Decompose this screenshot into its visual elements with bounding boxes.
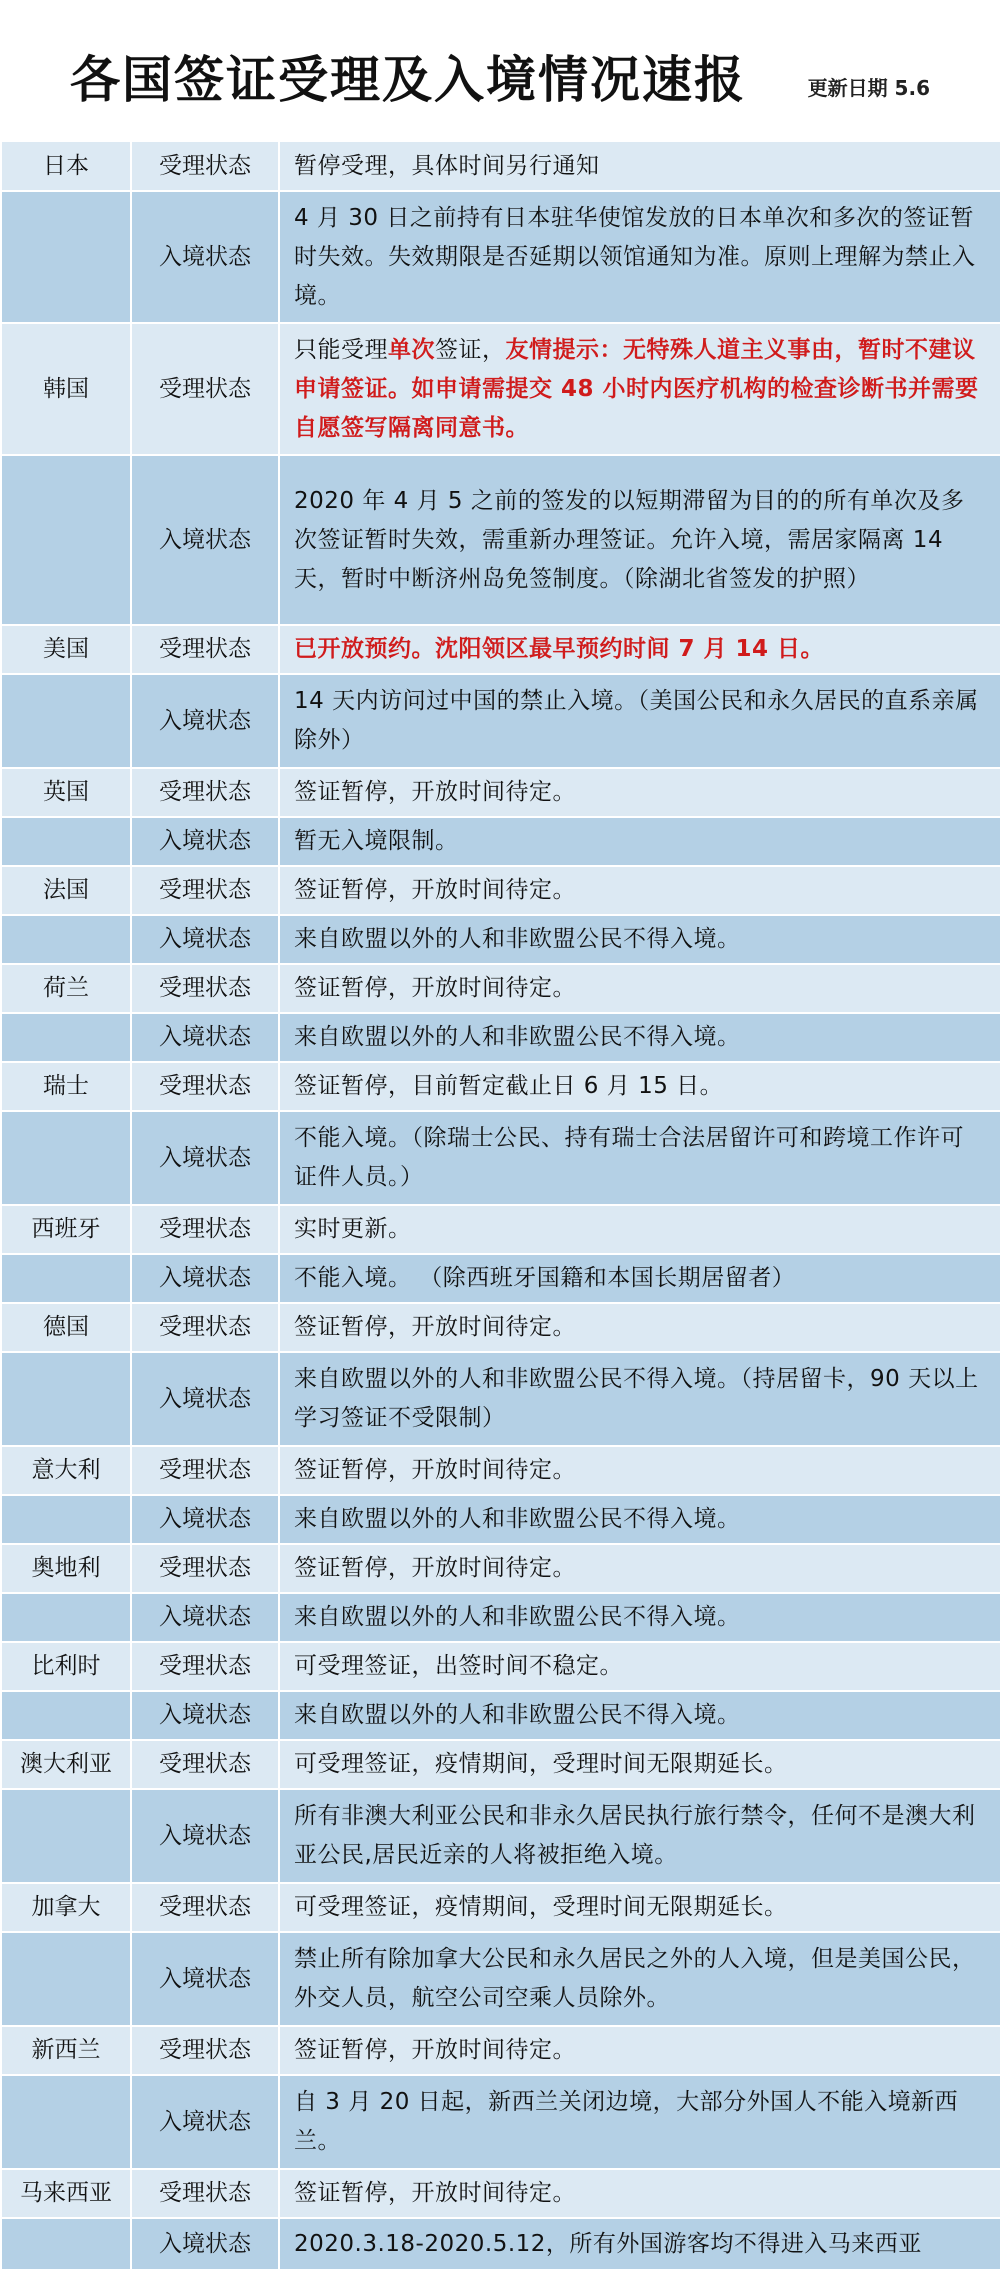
status-type-cell: 入境状态 <box>131 817 279 866</box>
table-row <box>1 1495 1000 1544</box>
table-row <box>1 817 1000 866</box>
table-row <box>1 915 1000 964</box>
country-cell <box>1 674 131 768</box>
status-detail-cell: 来自欧盟以外的人和非欧盟公民不得入境。 <box>279 915 1000 964</box>
table-row <box>1 1883 1000 1932</box>
status-detail-cell: 暂停受理，具体时间另行通知 <box>279 141 1000 191</box>
table-body <box>1 141 1000 2270</box>
country-cell <box>1 1789 131 1883</box>
country-cell: 韩国 <box>1 323 131 455</box>
status-type-cell: 受理状态 <box>131 1062 279 1111</box>
status-type-cell: 入境状态 <box>131 1013 279 1062</box>
table-row <box>1 1642 1000 1691</box>
country-cell <box>1 1111 131 1205</box>
table-row <box>1 768 1000 817</box>
status-detail-cell: 4 月 30 日之前持有日本驻华使馆发放的日本单次和多次的签证暂时失效。失效期限是否延期以领馆通知为准。原则上理解为禁止入境。 <box>279 191 1000 323</box>
table-row <box>1 323 1000 455</box>
status-detail-cell: 2020 年 4 月 5 之前的签发的以短期滞留为目的的所有单次及多次签证暂时失效，需重新办理签证。允许入境，需居家隔离 14 天，暂时中断济州岛免签制度。（除湖北省签发的护照） <box>279 455 1000 625</box>
header <box>0 0 1000 140</box>
detail-text-segment: 友情提示：无特殊人道主义事由，暂时不建议申请签证。如申请需提交 48 小时内医疗机构的检查诊断书并需要自愿签写隔离同意书。 <box>294 336 979 441</box>
table-row <box>1 1789 1000 1883</box>
table-row <box>1 1205 1000 1254</box>
status-detail-cell: 禁止所有除加拿大公民和永久居民之外的人入境，但是美国公民，外交人员，航空公司空乘人员除外。 <box>279 1932 1000 2026</box>
table-row <box>1 191 1000 323</box>
status-type-cell: 受理状态 <box>131 1883 279 1932</box>
status-type-cell: 受理状态 <box>131 625 279 674</box>
status-detail-cell: 暂无入境限制。 <box>279 817 1000 866</box>
table-row <box>1 1446 1000 1495</box>
country-cell: 新西兰 <box>1 2026 131 2075</box>
table-row <box>1 1740 1000 1789</box>
status-detail-cell: 签证暂停，开放时间待定。 <box>279 866 1000 915</box>
country-cell <box>1 191 131 323</box>
table-row <box>1 2026 1000 2075</box>
status-detail-cell: 签证暂停，开放时间待定。 <box>279 2026 1000 2075</box>
table-row <box>1 1352 1000 1446</box>
status-detail-cell: 14 天内访问过中国的禁止入境。（美国公民和永久居民的直系亲属除外） <box>279 674 1000 768</box>
status-type-cell: 受理状态 <box>131 768 279 817</box>
detail-text-segment: 签证， <box>435 336 506 363</box>
status-type-cell: 受理状态 <box>131 323 279 455</box>
status-type-cell: 入境状态 <box>131 1254 279 1303</box>
status-type-cell: 受理状态 <box>131 964 279 1013</box>
country-cell: 意大利 <box>1 1446 131 1495</box>
status-detail-cell: 可受理签证，疫情期间，受理时间无限期延长。 <box>279 1740 1000 1789</box>
country-cell: 美国 <box>1 625 131 674</box>
status-detail-cell: 来自欧盟以外的人和非欧盟公民不得入境。 <box>279 1013 1000 1062</box>
status-type-cell: 入境状态 <box>131 674 279 768</box>
table-row <box>1 1111 1000 1205</box>
status-detail-cell: 实时更新。 <box>279 1205 1000 1254</box>
country-cell: 比利时 <box>1 1642 131 1691</box>
country-cell <box>1 1593 131 1642</box>
country-cell <box>1 817 131 866</box>
status-detail-cell: 签证暂停，开放时间待定。 <box>279 2169 1000 2218</box>
table-row <box>1 1013 1000 1062</box>
status-detail-cell: 不能入境。 （除西班牙国籍和本国长期居留者） <box>279 1254 1000 1303</box>
table-row <box>1 1062 1000 1111</box>
country-cell <box>1 1254 131 1303</box>
country-cell: 加拿大 <box>1 1883 131 1932</box>
status-type-cell: 入境状态 <box>131 1495 279 1544</box>
country-cell: 西班牙 <box>1 1205 131 1254</box>
country-cell <box>1 1691 131 1740</box>
country-cell <box>1 2218 131 2270</box>
table-row <box>1 1303 1000 1352</box>
table-row <box>1 964 1000 1013</box>
country-cell: 马来西亚 <box>1 2169 131 2218</box>
status-detail-cell: 来自欧盟以外的人和非欧盟公民不得入境。 <box>279 1593 1000 1642</box>
country-cell: 澳大利亚 <box>1 1740 131 1789</box>
page-title: 各国签证受理及入境情况速报 <box>70 51 746 109</box>
visa-status-table <box>0 140 1000 2271</box>
country-cell: 日本 <box>1 141 131 191</box>
table-row <box>1 1932 1000 2026</box>
status-type-cell: 受理状态 <box>131 1740 279 1789</box>
country-cell <box>1 1495 131 1544</box>
status-type-cell: 入境状态 <box>131 2075 279 2169</box>
table-row <box>1 2169 1000 2218</box>
country-cell: 法国 <box>1 866 131 915</box>
status-type-cell: 受理状态 <box>131 2026 279 2075</box>
status-type-cell: 受理状态 <box>131 2169 279 2218</box>
country-cell: 德国 <box>1 1303 131 1352</box>
status-type-cell: 入境状态 <box>131 1932 279 2026</box>
status-type-cell: 入境状态 <box>131 1352 279 1446</box>
status-type-cell: 入境状态 <box>131 1111 279 1205</box>
status-type-cell: 受理状态 <box>131 1642 279 1691</box>
status-detail-cell <box>279 323 1000 455</box>
country-cell <box>1 1932 131 2026</box>
table-row <box>1 674 1000 768</box>
status-type-cell: 入境状态 <box>131 455 279 625</box>
table-row <box>1 2218 1000 2270</box>
table-row <box>1 1691 1000 1740</box>
status-detail-cell <box>279 625 1000 674</box>
status-type-cell: 入境状态 <box>131 915 279 964</box>
status-type-cell: 入境状态 <box>131 1593 279 1642</box>
detail-text-segment: 单次 <box>388 336 435 363</box>
country-cell <box>1 455 131 625</box>
table-row <box>1 1544 1000 1593</box>
country-cell <box>1 1352 131 1446</box>
country-cell <box>1 1013 131 1062</box>
status-type-cell: 入境状态 <box>131 1691 279 1740</box>
status-detail-cell: 签证暂停，开放时间待定。 <box>279 1544 1000 1593</box>
status-type-cell: 受理状态 <box>131 141 279 191</box>
status-type-cell: 受理状态 <box>131 866 279 915</box>
country-cell: 英国 <box>1 768 131 817</box>
table-row <box>1 1254 1000 1303</box>
status-type-cell: 入境状态 <box>131 2218 279 2270</box>
status-type-cell: 受理状态 <box>131 1544 279 1593</box>
status-detail-cell: 来自欧盟以外的人和非欧盟公民不得入境。 <box>279 1495 1000 1544</box>
status-type-cell: 入境状态 <box>131 1789 279 1883</box>
status-type-cell: 入境状态 <box>131 191 279 323</box>
country-cell <box>1 2075 131 2169</box>
country-cell: 奥地利 <box>1 1544 131 1593</box>
status-detail-cell: 签证暂停，开放时间待定。 <box>279 964 1000 1013</box>
status-type-cell: 受理状态 <box>131 1446 279 1495</box>
table-row <box>1 1593 1000 1642</box>
status-detail-cell: 自 3 月 20 日起，新西兰关闭边境，大部分外国人不能入境新西兰。 <box>279 2075 1000 2169</box>
status-detail-cell: 所有非澳大利亚公民和非永久居民执行旅行禁令，任何不是澳大利亚公民,居民近亲的人将被拒绝入境。 <box>279 1789 1000 1883</box>
table-row <box>1 2075 1000 2169</box>
table-row <box>1 625 1000 674</box>
status-type-cell: 受理状态 <box>131 1205 279 1254</box>
country-cell: 瑞士 <box>1 1062 131 1111</box>
status-detail-cell: 签证暂停，开放时间待定。 <box>279 1303 1000 1352</box>
status-detail-cell: 签证暂停，目前暂定截止日 6 月 15 日。 <box>279 1062 1000 1111</box>
detail-text-segment: 只能受理 <box>294 336 388 363</box>
status-detail-cell: 来自欧盟以外的人和非欧盟公民不得入境。（持居留卡，90 天以上学习签证不受限制） <box>279 1352 1000 1446</box>
country-cell <box>1 915 131 964</box>
status-detail-cell: 可受理签证，疫情期间，受理时间无限期延长。 <box>279 1883 1000 1932</box>
table-row <box>1 455 1000 625</box>
status-detail-cell: 2020.3.18-2020.5.12，所有外国游客均不得进入马来西亚 <box>279 2218 1000 2270</box>
country-cell: 荷兰 <box>1 964 131 1013</box>
status-detail-cell: 不能入境。（除瑞士公民、持有瑞士合法居留许可和跨境工作许可证件人员。） <box>279 1111 1000 1205</box>
detail-text-segment: 已开放预约。沈阳领区最早预约时间 7 月 14 日。 <box>294 636 825 662</box>
table-row <box>1 141 1000 191</box>
table-row <box>1 866 1000 915</box>
status-detail-cell: 签证暂停，开放时间待定。 <box>279 768 1000 817</box>
status-type-cell: 受理状态 <box>131 1303 279 1352</box>
update-date: 更新日期 5.6 <box>807 76 930 100</box>
status-detail-cell: 签证暂停，开放时间待定。 <box>279 1446 1000 1495</box>
status-detail-cell: 来自欧盟以外的人和非欧盟公民不得入境。 <box>279 1691 1000 1740</box>
status-detail-cell: 可受理签证，出签时间不稳定。 <box>279 1642 1000 1691</box>
